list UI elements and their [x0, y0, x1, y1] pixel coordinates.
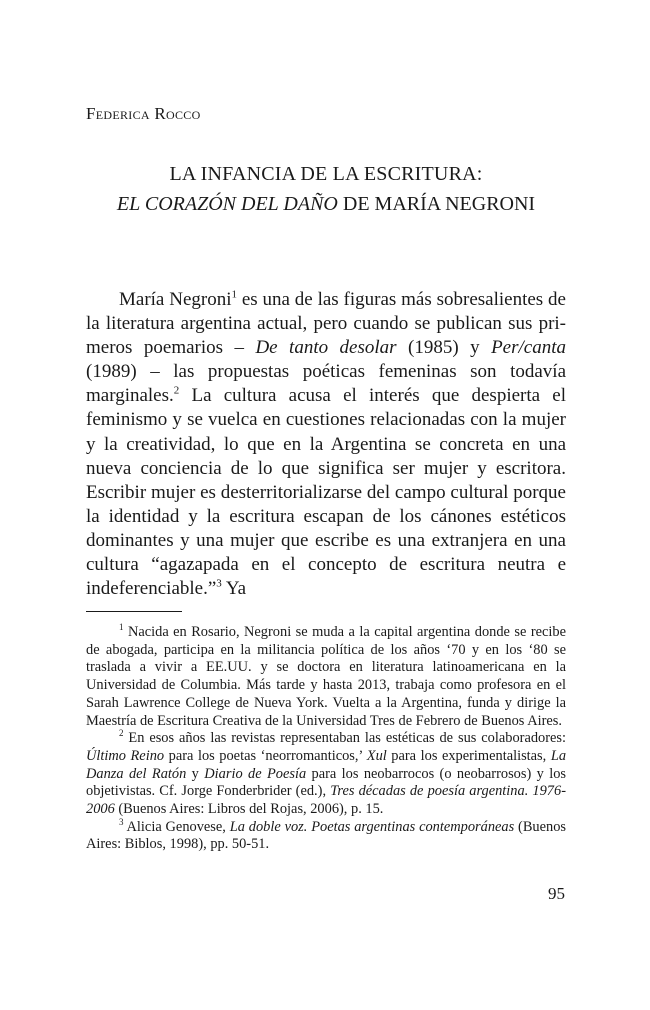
- footnote-text: para los experimentalistas,: [386, 747, 551, 764]
- footnote-text: Nacida en Rosario, Negroni se muda a la capital argentina donde se recibe de abogada, participa en la militancia política de los años ‘70 y en los ‘80 se traslada a vivir a EE.UU. y se doctora en literatura latinoamericana en la Universidad de Columbia. Más tarde y hasta 2013, trabaja como profesora en el Sarah Lawrence College de Nueva York. Vuelta a la Argentina, funda y dirige la Maestría de Escritura Creativa de la Universidad Tres de Febrero de Buenos Aires.: [86, 624, 566, 729]
- footnote-text: En esos años las revistas representaban las estéticas de sus colaboradores:: [123, 730, 566, 747]
- body-text-run: (1989) – las propuestas poéticas femeninas son todavía marginales.: [86, 361, 566, 407]
- footnote-text: para los neobarrocos (o neobarrosos) y los objetivistas. Cf. Jorge Fonderbrider (ed.),: [86, 765, 567, 800]
- running-head-author: Federica Rocco: [86, 104, 201, 123]
- body-text-run: Ya: [221, 578, 247, 600]
- footnote-text: y: [186, 765, 205, 782]
- body-paragraph: [86, 288, 566, 601]
- work-title: Último Reino: [86, 747, 165, 764]
- body-text-run: (1985) y: [396, 337, 492, 359]
- work-title: La Danza del Ratón: [86, 747, 567, 782]
- work-title: Diario de Poesía: [204, 765, 307, 782]
- chapter-title-line1: LA INFANCIA DE LA ESCRITURA:: [169, 163, 483, 185]
- footnote-text: para los poetas ‘neorromanticos,’: [164, 747, 367, 764]
- body-text-run: La cultura acusa el interés que despierta el feminismo y se vuelca en cuestiones relacionadas con la mujer y la creatividad, lo que en la Argentina se concreta en una nueva conciencia de lo que significa ser mujer y escritora. Escribir mujer es desterritorializarse del campo cultural porque la identidad y la escritura escapan de los cánones estéticos dominantes y una mujer que escribe es una extranjera en una cultura “agazapada en el concepto de escritura neutra e indeferenciable.”: [86, 385, 566, 600]
- page-number: 95: [548, 884, 565, 903]
- footnote-separator: [86, 611, 182, 612]
- footnote-1: [86, 624, 566, 730]
- chapter-title: [86, 159, 566, 219]
- work-title: Xul: [366, 747, 387, 764]
- body-text-run: María Negroni: [119, 289, 232, 310]
- work-title: Per/canta: [491, 337, 567, 359]
- body-text-run: es una de las figuras más sobresalientes de la literatura argentina actual, pero cuando se publican sus primeros poemarios –: [86, 289, 566, 359]
- footnote-text: Alicia Genovese,: [123, 818, 230, 835]
- work-title: Tres décadas de poesía argentina. 1976-2006: [86, 783, 566, 818]
- footnotes-section: [86, 624, 566, 854]
- chapter-title-rest: DE MARÍA NEGRONI: [337, 193, 536, 215]
- footnote-text: (Buenos Aires: Libros del Rojas, 2006), p. 15.: [114, 801, 384, 818]
- footnote-2: [86, 730, 566, 819]
- footnote-number: 3: [119, 816, 124, 827]
- footnote-number: 2: [119, 728, 124, 739]
- chapter-title-line2: [86, 189, 566, 219]
- chapter-title-italic: EL CORAZÓN DEL DAÑO: [116, 193, 338, 215]
- footnote-3: [86, 816, 567, 854]
- footnote-ref-3[interactable]: 3: [216, 577, 222, 590]
- work-title: La doble voz. Poetas argentinas contemporáneas: [229, 818, 515, 835]
- work-title: De tanto desolar: [255, 337, 397, 359]
- footnote-number: 1: [119, 622, 124, 633]
- footnote-ref-2[interactable]: 2: [173, 385, 180, 398]
- footnote-ref-1[interactable]: 1: [231, 288, 237, 301]
- footnote-text: (Buenos Aires: Biblos, 1998), pp. 50-51.: [86, 818, 567, 853]
